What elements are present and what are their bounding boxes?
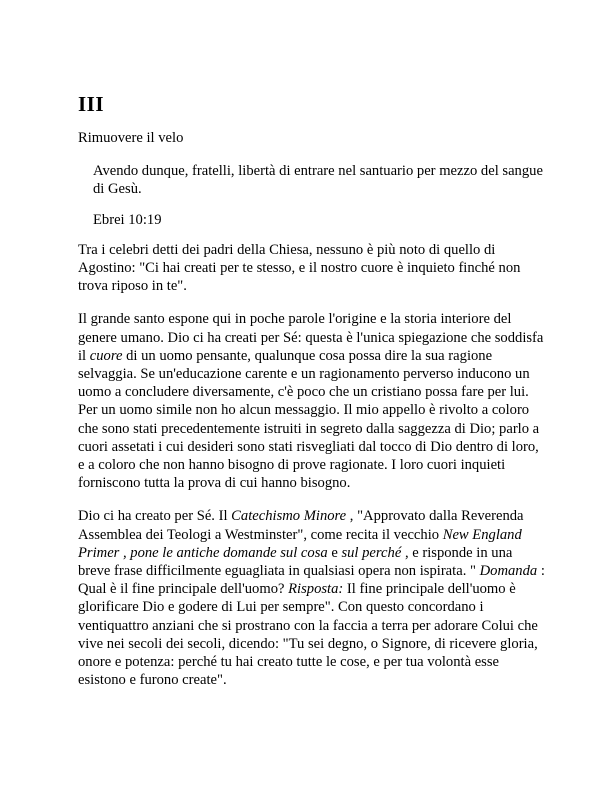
paragraph-2 — [78, 310, 548, 492]
chapter-title: Rimuovere il velo — [78, 130, 184, 146]
paragraph-3-emphasis-question: Domanda — [479, 563, 538, 580]
paragraph-3-emphasis-answer: Risposta: — [288, 581, 344, 598]
chapter-number: III — [78, 92, 105, 116]
paragraph-3-text-b: , "Approvato dalla Reverenda Assemblea dei Teologi a Westminster", come recita il vecchio — [78, 508, 524, 543]
epigraph-reference: Ebrei 10:19 — [93, 211, 162, 228]
epigraph — [93, 162, 548, 229]
paragraph-3-text-f: Il fine principale dell'uomo è glorificare Dio e godere di Lui per sempre". Con questo concordano i ventiquattro anziani che si prostrano con la faccia a terra per adorare Colui che vive nei secoli dei secoli, dicendo: "Tu sei degno, o Signore, di ricevere gloria, onore e potenza: perché tu hai creato tutte le cose, e per tua volontà esse esistono e furono create". — [78, 581, 538, 689]
paragraph-3 — [78, 507, 548, 689]
paragraph-1: Tra i celebri detti dei padri della Chiesa, nessuno è più noto di quello di Agostino: "Ci hai creati per te stesso, e il nostro cuore è inquieto finché non trova riposo in te". — [78, 241, 521, 295]
paragraph-3-emphasis-primer: New England Primer , pone le antiche domande sul cosa — [78, 526, 522, 561]
document-page — [78, 92, 548, 689]
paragraph-3-text-a: Dio ci ha creato per Sé. Il — [78, 508, 232, 525]
paragraph-2-text-b: di un uomo pensante, qualunque cosa possa dire la sua ragione selvaggia. Se un'educazione carente e un ragionamento perverso inducono un uomo a concludere diversamente, c'è poco che un cristiano possa fare per lui. Per un uomo simile non ho alcun messaggio. Il mio appello è rivolto a coloro che sono stati precedentemente istruiti in segreto dalla saggezza di Dio; parlo a cuori assetati i cui desideri sono stati risvegliati dal tocco di Dio dentro di loro, e a coloro che non hanno bisogno di prove ragionate. I loro cuori inquieti forniscono tutta la prova di cui hanno bisogno. — [78, 347, 540, 492]
paragraph-3-text-d: , e risponde in una breve frase difficilmente eguagliata in qualsiasi opera non ispirata. " — [78, 544, 513, 580]
paragraph-2-text-a: Il grande santo espone qui in poche parole l'origine e la storia interiore del genere umano. Dio ci ha creati per Sé: questa è l'unica spiegazione che soddisfa il — [78, 311, 544, 364]
paragraph-3-emphasis-catechism: Catechismo Minore — [231, 508, 347, 525]
paragraph-3-text-c: e — [327, 544, 342, 561]
epigraph-quote: Avendo dunque, fratelli, libertà di entrare nel santuario per mezzo del sangue di Gesù. — [93, 163, 543, 198]
paragraph-3-emphasis-why: sul perché — [341, 544, 402, 561]
paragraph-2-emphasis: cuore — [89, 347, 123, 364]
paragraph-3-text-e: : Qual è il fine principale dell'uomo? — [78, 563, 545, 598]
